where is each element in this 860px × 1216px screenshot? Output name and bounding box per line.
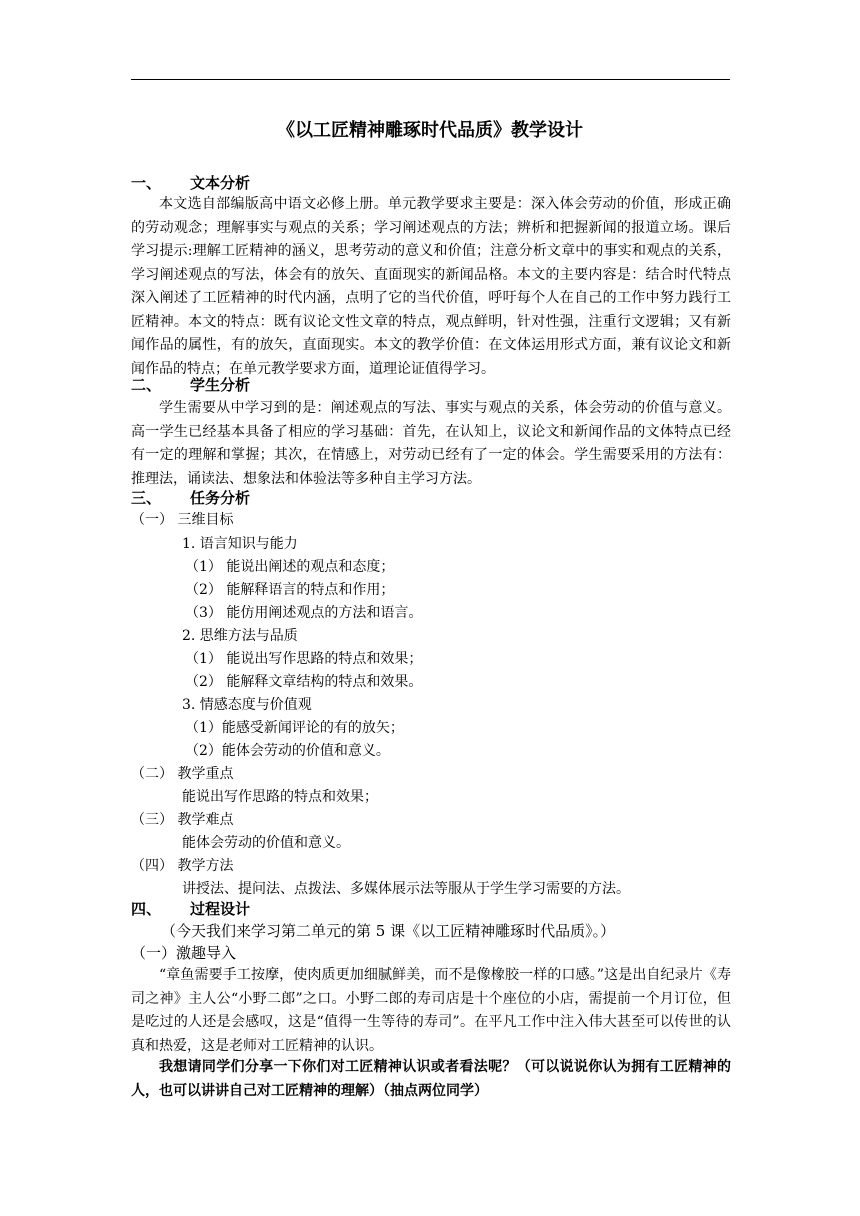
section-2-number: 二、 [131, 376, 162, 394]
section-2-heading [131, 374, 250, 396]
goal-1-item-2: （2） 能解释语言的特点和作用； [185, 582, 395, 598]
section-1-title: 文本分析 [190, 174, 251, 192]
section-4-title: 过程设计 [190, 900, 251, 918]
goal-3-heading: 3. 情感态度与价值观 [182, 697, 312, 713]
section-1-number: 一、 [131, 174, 162, 192]
section-4-number: 四、 [131, 900, 162, 918]
section-3-number: 三、 [131, 489, 162, 507]
warmup-paragraph: “章鱼需要手工按摩，使肉质更加细腻鲜美，而不是像橡胶一样的口感。”这是出自纪录片《寿司之神》主人公“小野二郎”之口。小野二郎的寿司店是十个座位的小店，需提前一个月订位，但是吃过的人还是会感叹，这是“值得一生等待的寿司”。在平凡工作中注入伟大甚至可以传世的认真和热爱，这是老师对工匠精神的认识。 [131, 967, 731, 1054]
section-1-heading [131, 172, 250, 194]
section-4-heading [131, 898, 250, 920]
goal-1-heading: 1. 语言知识与能力 [182, 536, 298, 552]
header-rule [131, 79, 730, 80]
warmup-subheading: （一）激趣导入 [131, 944, 237, 962]
goals-subheading: （一） 三维目标 [131, 512, 234, 528]
goal-2-heading: 2. 思维方法与品质 [182, 628, 298, 644]
section-1-paragraph: 本文选自部编版高中语文必修上册。单元教学要求主要是：深入体会劳动的价值，形成正确的劳动观念；理解事实与观点的关系；学习阐述观点的方法；辨析和把握新闻的报道立场。课后学习提示:理解工匠精神的涵义，思考劳动的意义和价值；注意分析文章中的事实和观点的关系，学习阐述观点的写法，体会有的放矢、直面现实的新闻品格。本文的主要内容是：结合时代特点深入阐述了工匠精神的时代内涵，点明了它的当代价值，呼吁每个人在自己的工作中努力践行工匠精神。本文的特点：既有议论文性文章的特点，观点鲜明，针对性强，注重行文逻辑；又有新闻作品的属性，有的放矢，直面现实。本文的教学价值：在文体运用形式方面，兼有议论文和新闻作品的特点；在单元教学要求方面，道理论证值得学习。 [131, 196, 731, 377]
process-intro: （今天我们来学习第二单元的第 5 课《以工匠精神雕琢时代品质》。） [161, 922, 616, 940]
goal-1-item-3: （3） 能仿用阐述观点的方法和语言。 [185, 605, 423, 621]
key-point-subheading: （二） 教学重点 [131, 766, 234, 782]
goal-3-item-2: （2）能体会劳动的价值和意义。 [185, 743, 390, 759]
method-text: 讲授法、提问法、点拨法、多媒体展示法等服从于学生学习需要的方法。 [182, 881, 630, 897]
goal-2-item-1: （1） 能说出写作思路的特点和效果； [185, 651, 423, 667]
difficulty-subheading: （三） 教学难点 [131, 812, 234, 828]
section-3-title: 任务分析 [190, 489, 251, 507]
section-2-paragraph: 学生需要从中学习到的是：阐述观点的写法、事实与观点的关系，体会劳动的价值与意义。高一学生已经基本具备了相应的学习基础：首先，在认知上，议论文和新闻作品的文体特点已经有一定的理解和掌握；其次，在情感上，对劳动已经有了一定的体会。学生需要采用的方法有：推理法，诵读法、想象法和体验法等多种自主学习方法。 [131, 400, 731, 487]
difficulty-text: 能体会劳动的价值和意义。 [182, 835, 350, 851]
goal-1-item-1: （1） 能说出阐述的观点和态度； [185, 559, 395, 575]
section-3-heading [131, 487, 250, 509]
document-title: 《以工匠精神雕琢时代品质》教学设计 [277, 120, 583, 141]
goal-3-item-1: （1）能感受新闻评论的有的放矢； [185, 720, 404, 736]
key-point-text: 能说出写作思路的特点和效果； [182, 789, 378, 805]
method-subheading: （四） 教学方法 [131, 858, 234, 874]
section-2-title: 学生分析 [190, 376, 251, 394]
discussion-prompt: 我想请同学们分享一下你们对工匠精神认识或者看法呢？（可以说说你认为拥有工匠精神的人，也可以讲讲自己对工匠精神的理解）（抽点两位同学） [131, 1059, 731, 1099]
goal-2-item-2: （2） 能解释文章结构的特点和效果。 [185, 674, 423, 690]
